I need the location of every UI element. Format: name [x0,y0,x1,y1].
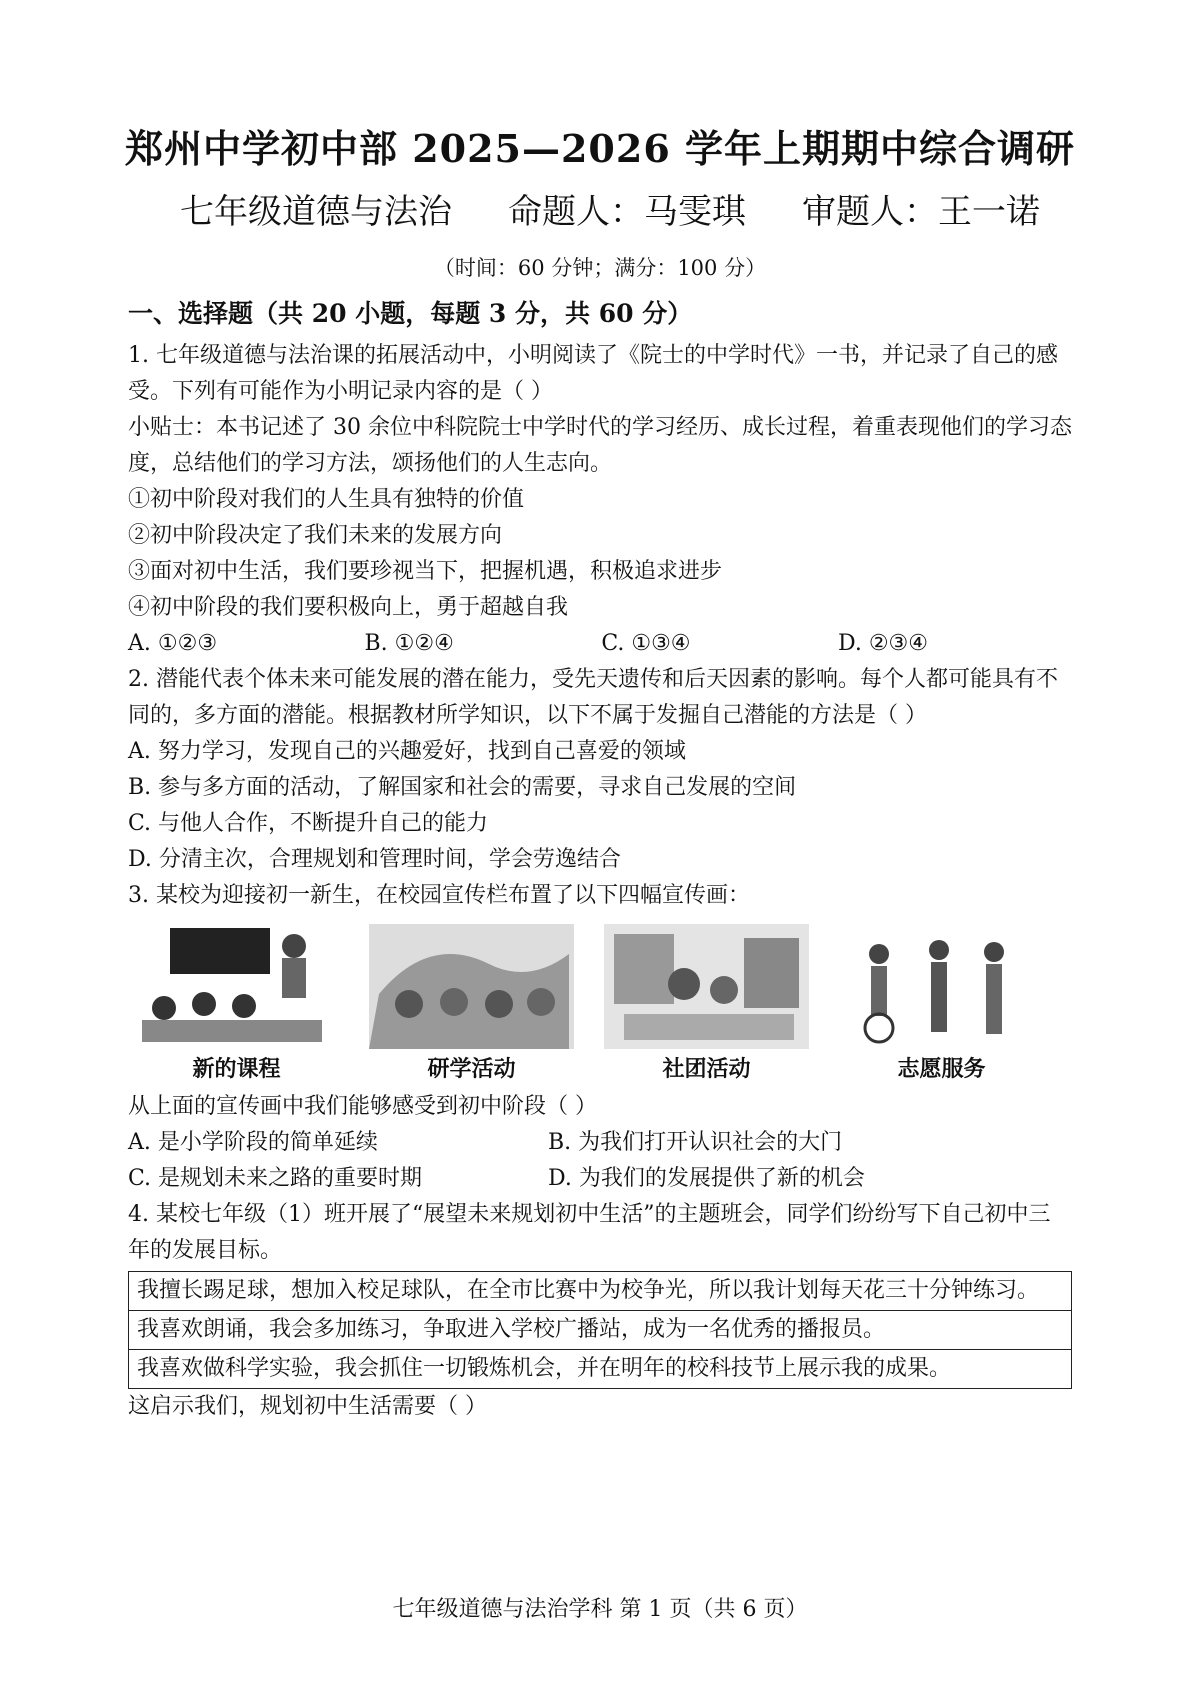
setter-label: 命题人：马雯琪 [508,192,746,232]
q3-option-d[interactable]: D. 为我们的发展提供了新的机会 [548,1166,865,1191]
q1-options [128,626,928,662]
table-row [129,1272,1072,1311]
section-title: 一、选择题（共 20 小题，每题 3 分，共 60 分） [128,299,693,328]
q2-option-a[interactable]: A. 努力学习，发现自己的兴趣爱好，找到自己喜爱的领域 [128,739,686,764]
q1-option-d[interactable]: D. ②③④ [837,631,928,656]
q1-item: ①初中阶段对我们的人生具有独特的价值 [128,487,525,512]
picture-new-courses [134,924,339,1085]
picture-clubs [604,924,809,1085]
classroom-illustration [134,924,339,1049]
volunteer-service-illustration [839,924,1044,1049]
q3-option-b[interactable]: B. 为我们打开认识社会的大门 [548,1130,843,1155]
q1-item: ③面对初中生活，我们要珍视当下，把握机遇，积极追求进步 [128,559,723,584]
table-row [129,1311,1072,1350]
picture-caption: 新的课程 [192,1057,281,1082]
q3-options [128,1125,1072,1197]
club-activity-illustration [604,924,809,1049]
picture-caption: 研学活动 [427,1057,516,1082]
q2-option-b[interactable]: B. 参与多方面的活动，了解国家和社会的需要，寻求自己发展的空间 [128,775,797,800]
q1-tip: 小贴士：本书记述了 30 余位中科院院士中学时代的学习经历、成长过程，着重表现他们的学习态度，总结他们的学习方法，颂扬他们的人生志向。 [128,415,1072,476]
exam-content [128,296,1072,1425]
q4-question: 这启示我们，规划初中生活需要（ ） [128,1394,487,1419]
q3-option-c[interactable]: C. 是规划未来之路的重要时期 [128,1166,423,1191]
q1-option-c[interactable]: C. ①③④ [601,631,691,656]
exam-subtitle [180,184,1040,233]
q1-option-a[interactable]: A. ①②③ [128,631,218,656]
q4-goals-table [128,1271,1072,1389]
goal-cell: 我喜欢朗诵，我会多加练习，争取进入学校广播站，成为一名优秀的播报员。 [129,1311,1072,1350]
goal-cell: 我喜欢做科学实验，我会抓住一切锻炼机会，并在明年的校科技节上展示我的成果。 [129,1350,1072,1389]
q1-item: ②初中阶段决定了我们未来的发展方向 [128,523,503,548]
picture-volunteer [839,924,1044,1085]
q1-stem: 1. 七年级道德与法治课的拓展活动中，小明阅读了《院士的中学时代》一书，并记录了自己的感受。下列有可能作为小明记录内容的是（ ） [128,343,1058,404]
subject-label: 七年级道德与法治 [180,192,452,232]
q3-pictures [134,924,1044,1085]
exam-meta: （时间：60 分钟；满分：100 分） [433,256,767,280]
table-row [129,1350,1072,1389]
q2-option-d[interactable]: D. 分清主次，合理规划和管理时间，学会劳逸结合 [128,847,621,872]
study-trip-illustration [369,924,574,1049]
goal-cell: 我擅长踢足球，想加入校足球队，在全市比赛中为校争光，所以我计划每天花三十分钟练习。 [129,1272,1072,1311]
q1-item: ④初中阶段的我们要积极向上，勇于超越自我 [128,595,569,620]
reviewer-label: 审题人：王一诺 [802,192,1040,232]
q2-option-c[interactable]: C. 与他人合作，不断提升自己的能力 [128,811,489,836]
q1-option-b[interactable]: B. ①②④ [364,631,454,656]
q3-option-a[interactable]: A. 是小学阶段的简单延续 [128,1130,378,1155]
picture-caption: 社团活动 [662,1057,751,1082]
picture-study-trip [369,924,574,1085]
page-footer: 七年级道德与法治学科 第 1 页（共 6 页） [392,1597,808,1622]
q4-stem: 4. 某校七年级（1）班开展了“展望未来规划初中生活”的主题班会，同学们纷纷写下自己初中三年的发展目标。 [128,1202,1051,1263]
q3-stem: 3. 某校为迎接初一新生，在校园宣传栏布置了以下四幅宣传画： [128,883,750,908]
picture-caption: 志愿服务 [897,1057,986,1082]
q3-question: 从上面的宣传画中我们能够感受到初中阶段（ ） [128,1094,597,1119]
q2-stem: 2. 潜能代表个体未来可能发展的潜在能力，受先天遗传和后天因素的影响。每个人都可能具有不同的，多方面的潜能。根据教材所学知识，以下不属于发掘自己潜能的方法是（ ） [128,667,1058,728]
exam-title: 郑州中学初中部 2025—2026 学年上期期中综合调研 [125,126,1075,171]
